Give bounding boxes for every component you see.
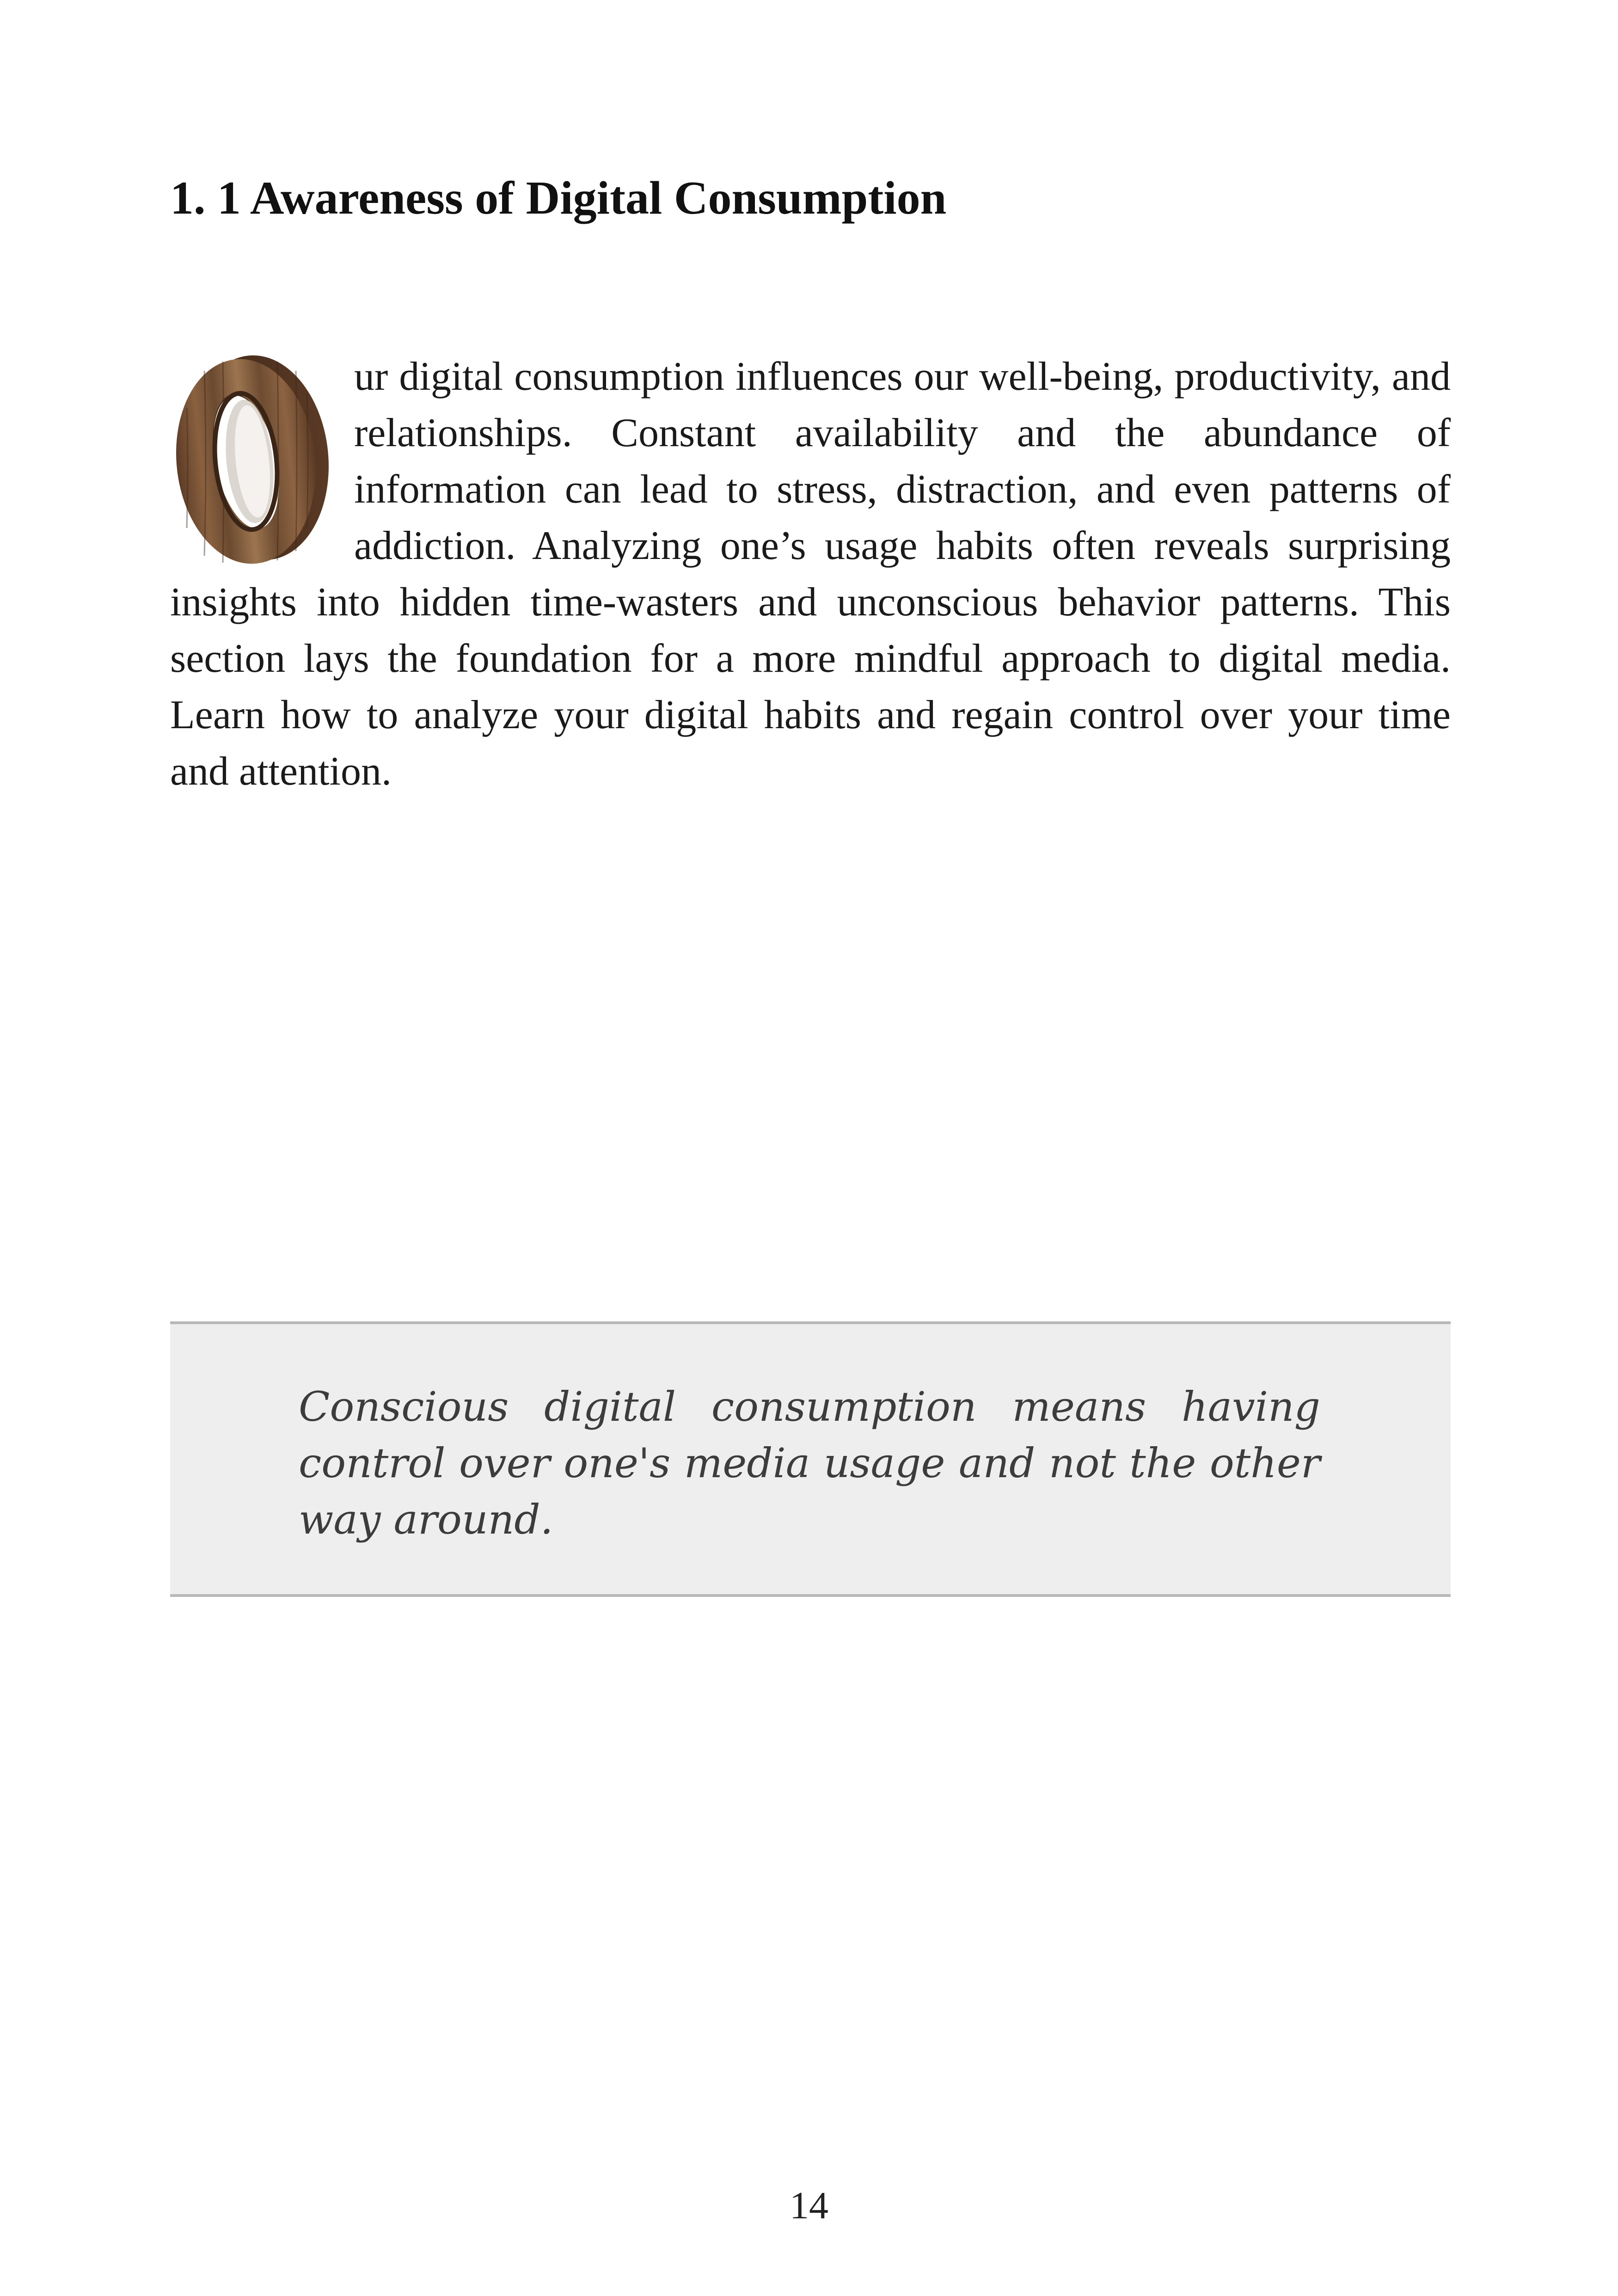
section-heading: 1. 1 Awareness of Digital Consumption xyxy=(170,172,947,224)
body-paragraph xyxy=(170,349,1451,800)
quote-box xyxy=(170,1321,1451,1597)
page-number: 14 xyxy=(790,2184,828,2227)
body-text: ur digital consumption influences our well-being, productivity, and relationships. Constant availability and the abundance of information can lead to stress, distraction, and even patterns of addiction. Analyzing one’s usage habits often reveals surprising insights into hidden time-wasters and unconscious behavior patterns. This section lays the foundation for a more mindful approach to digital media. Learn how to analyze your digital habits and regain control over your time and attention. xyxy=(170,354,1451,794)
quote-text: Conscious digital consumption means having control over one's media usage and not the other way around. xyxy=(299,1383,1320,1543)
wooden-letter-o-icon xyxy=(168,352,331,566)
